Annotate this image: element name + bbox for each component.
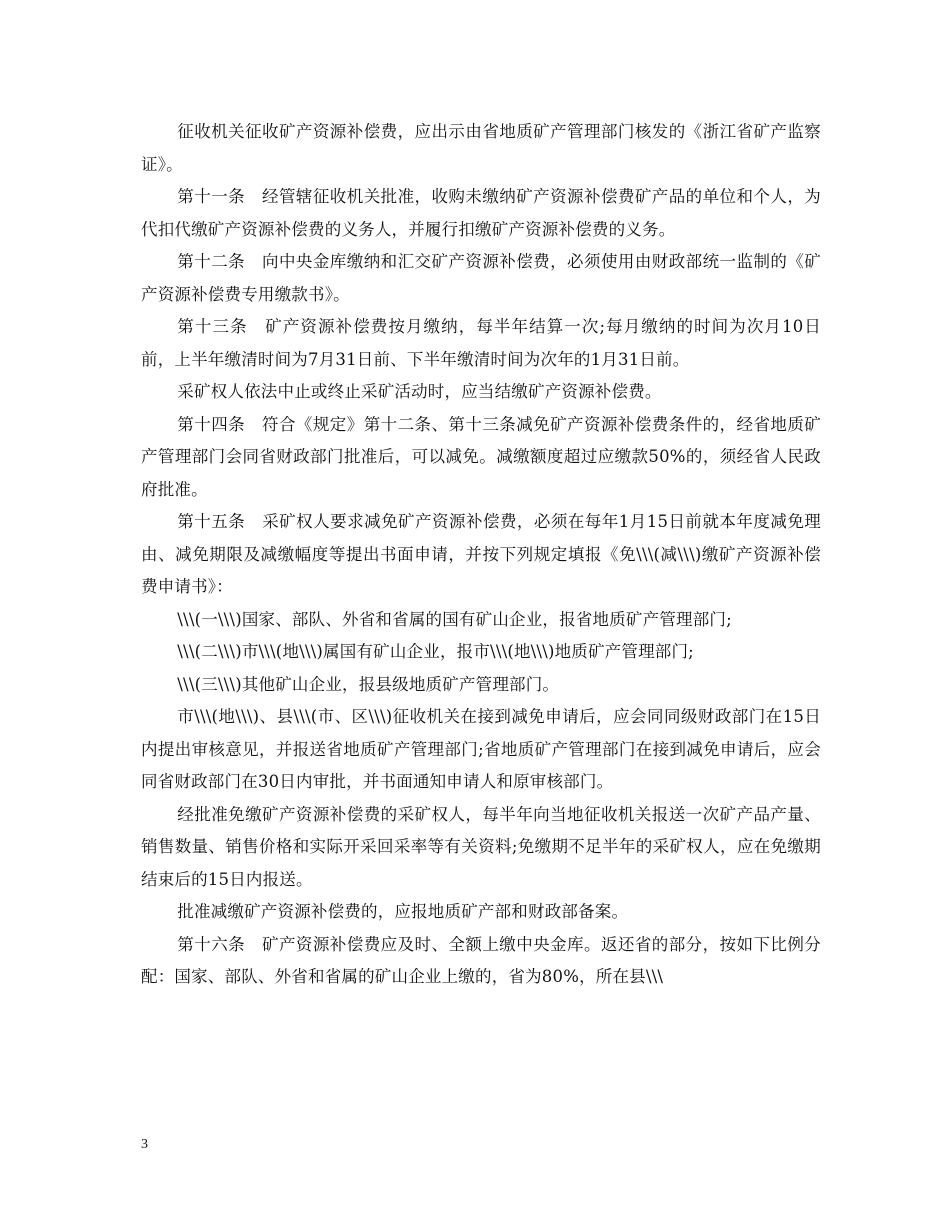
list-item-2: \\\(二\\\)市\\\(地\\\)属国有矿山企业，报市\\\(地\\\)地质矿产管理部门; [177, 642, 694, 661]
paragraph-article-16: 第十六条 矿产资源补偿费应及时、全额上缴中央金库。返还省的部分，按如下比例分配：国家、部队、外省和省属的矿山企业上缴的，省为80%，所在县\\\ [141, 934, 821, 986]
paragraph-article-15: 第十五条 采矿权人要求减免矿产资源补偿费，必须在每年1月15日前就本年度减免理由、减免期限及减缴幅度等提出书面申请，并按下列规定填报《免\\\(减\\\)缴矿产资源补偿费申请书》： [141, 512, 821, 596]
list-item-1: \\\(一\\\)国家、部队、外省和省属的国有矿山企业，报省地质矿产管理部门; [177, 609, 732, 629]
paragraph-collection-cert: 征收机关征收矿产资源补偿费，应出示由省地质矿产管理部门核发的《浙江省矿产监察证》。 [141, 122, 821, 174]
paragraph-article-13: 第十三条 矿产资源补偿费按月缴纳，每半年结算一次;每月缴纳的时间为次月10日前，上半年缴清时间为7月31日前、下半年缴清时间为次年的1月31日前。 [141, 317, 821, 369]
paragraph-review-procedure: 市\\\(地\\\)、县\\\(市、区\\\)征收机关在接到减免申请后，应会同同级财政部门在15日内提出审核意见，并报送省地质矿产管理部门;省地质矿产管理部门在接到减免申请后，应会同省财政部门在30日内审批，并书面通知申请人和原审核部门。 [141, 707, 821, 791]
document-body [141, 116, 821, 994]
paragraph-article-11: 第十一条 经管辖征收机关批准，收购未缴纳矿产资源补偿费矿产品的单位和个人，为代扣代缴矿产资源补偿费的义务人，并履行扣缴矿产资源补偿费的义务。 [141, 187, 821, 239]
paragraph-article-12: 第十二条 向中央金库缴纳和汇交矿产资源补偿费，必须使用由财政部统一监制的《矿产资源补偿费专用缴款书》。 [141, 252, 821, 304]
paragraph-exemption-report: 经批准免缴矿产资源补偿费的采矿权人，每半年向当地征收机关报送一次矿产品产量、销售数量、销售价格和实际开采回采率等有关资料;免缴期不足半年的采矿权人，应在免缴期结束后的15日内报送。 [141, 804, 821, 889]
page-number: 3 [141, 1137, 148, 1152]
list-item-3: \\\(三\\\)其他矿山企业，报县级地质矿产管理部门。 [177, 674, 560, 694]
paragraph-article-14: 第十四条 符合《规定》第十二条、第十三条减免矿产资源补偿费条件的，经省地质矿产管理部门会同省财政部门批准后，可以减免。减缴额度超过应缴款50%的，须经省人民政府批准。 [141, 414, 821, 499]
paragraph-settlement: 采矿权人依法中止或终止采矿活动时，应当结缴矿产资源补偿费。 [177, 382, 662, 401]
paragraph-reduction-filing: 批准减缴矿产资源补偿费的，应报地质矿产部和财政部备案。 [177, 902, 629, 921]
